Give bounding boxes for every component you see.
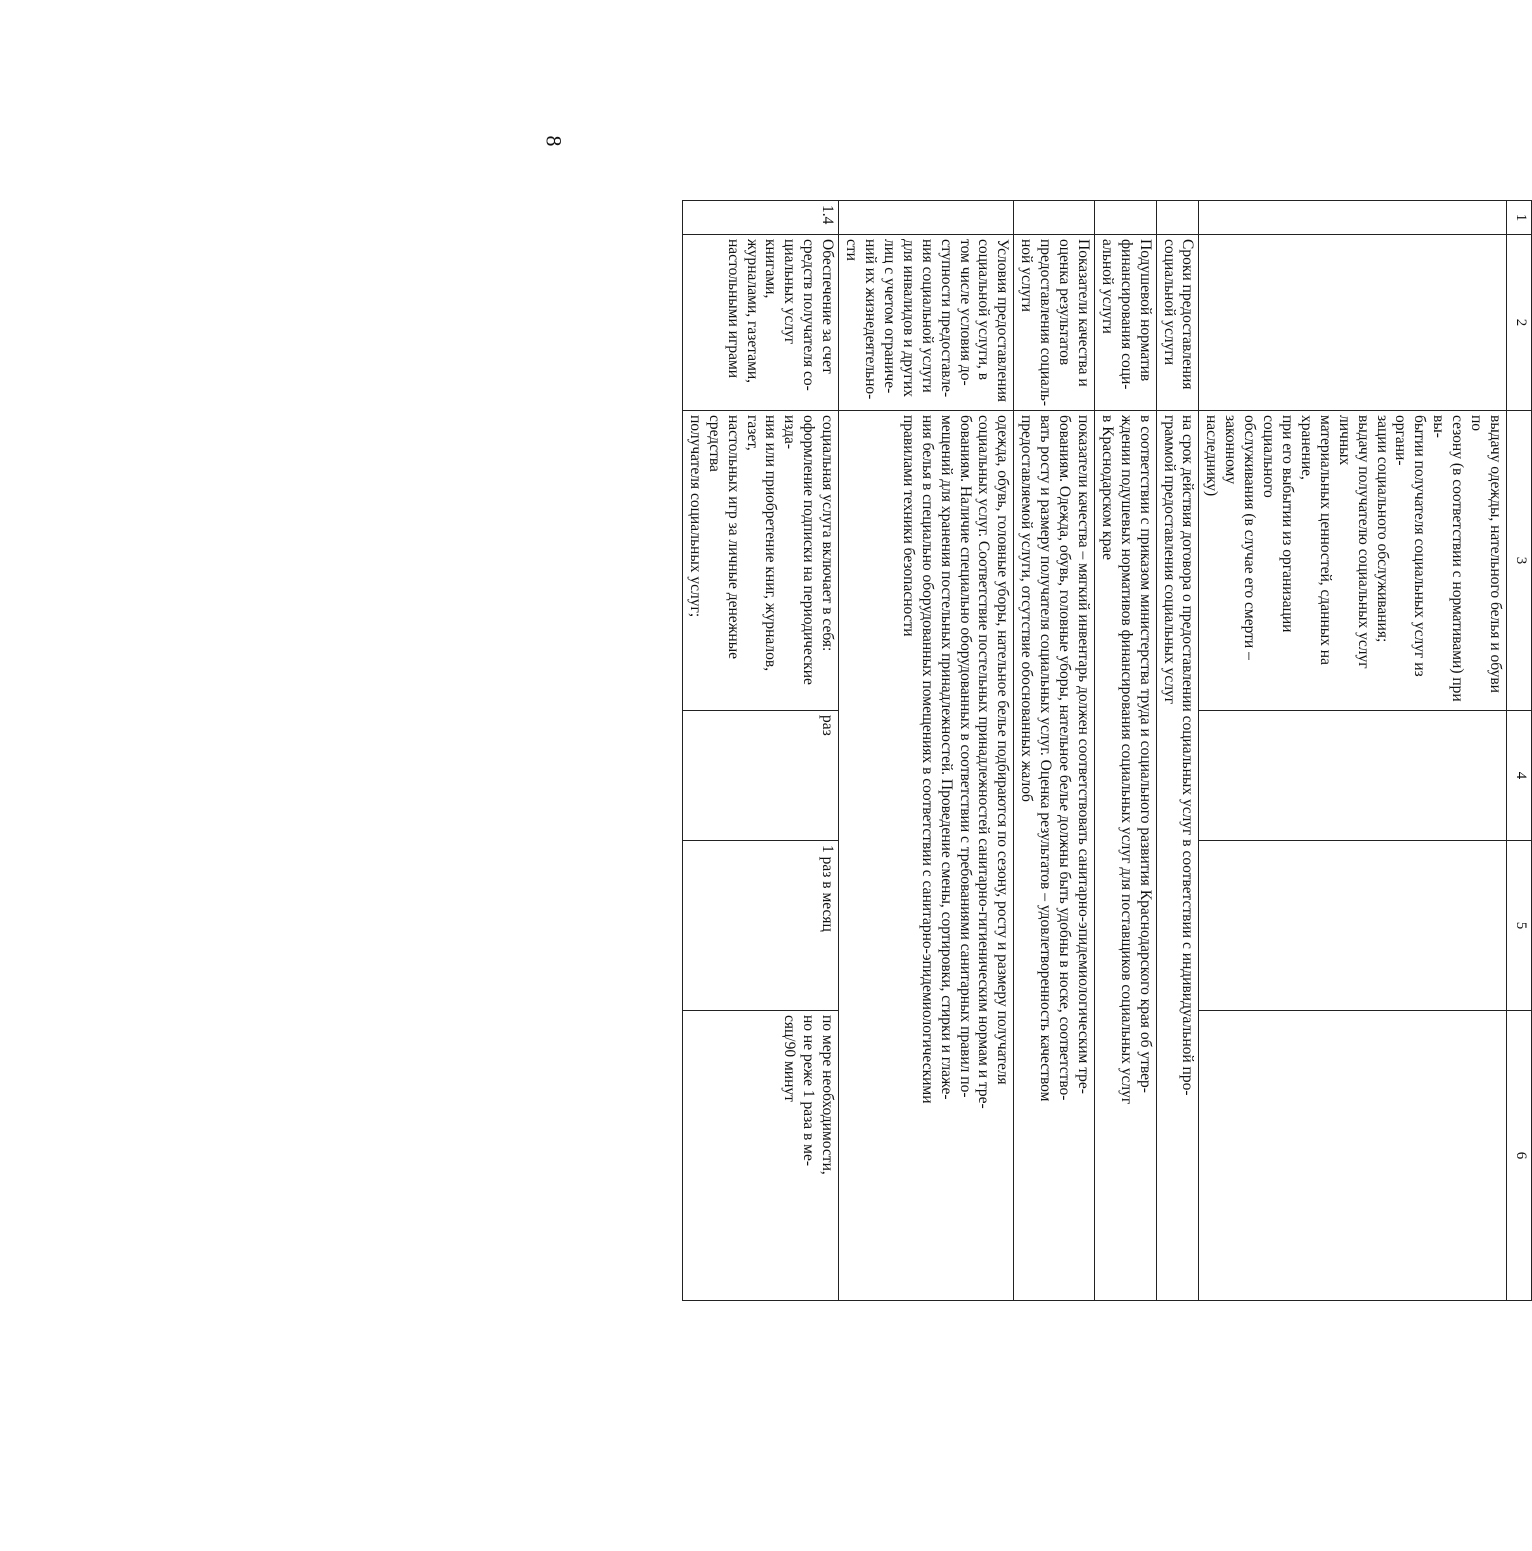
header-col-4: 4 (1507, 711, 1532, 841)
header-col-1: 1 (1507, 201, 1532, 235)
table-row-norm (1094, 201, 1156, 1301)
header-col-3: 3 (1507, 411, 1532, 711)
cell-num-empty (839, 201, 1014, 235)
item-description: социальная услуга включает в себя: оформление подписки на периодические изда- ния или приобретение книг, журналов, газет, настольных игр за личные денежные средства получателя социальных услуг; (682, 411, 838, 711)
cell-num-empty (1199, 201, 1507, 235)
terms-label: Сроки предоставления социальной услуги (1156, 235, 1199, 411)
cell-col5-empty (1199, 841, 1507, 1011)
norm-label: Подушевой норматив финансирования соци- альной услуги (1094, 235, 1156, 411)
page-number: 8 (541, 135, 567, 147)
cell-col4-empty (1199, 711, 1507, 841)
header-col-5: 5 (1507, 841, 1532, 1011)
item-label: Обеспечение за счет средств получателя со- циальных услуг книгами, журналами, газетами, настольными играми (682, 235, 838, 411)
services-table (682, 200, 1532, 1301)
header-col-2: 2 (1507, 235, 1532, 411)
table-row-quality (1014, 201, 1095, 1301)
quality-label: Показатели качества и оценка результатов предоставления социаль- ной услуги (1014, 235, 1095, 411)
conditions-label: Условия предоставления социальной услуги, в том числе условия до- ступности предоставле- ния социальной услуги для инвалидов и других лиц с учетом ограниче- ний их жизнедеятельно- сти (839, 235, 1014, 411)
quality-text: показатели качества – мягкий инвентарь должен соответствовать санитарно-эпидемиологическим тре- бованиям. Одежда, обувь, головные уборы, нательное белье должны быть удобны в носке, соответство- вать росту и размеру получателя социальных услуг. Оценка результатов – удовлетворенность качеством предоставляемой услуги, отсутствие обоснованных жалоб (1014, 411, 1095, 1301)
cell-num-empty (1156, 201, 1199, 235)
table-header-row (1507, 201, 1532, 1301)
continuation-description: выдачу одежды, нательного белья и обуви по сезону (в соответствии с нормативами) при вы- бытии получателя социальных услуг из органи- зации социального обслуживания; выдачу получателю социальных услуг личных материальных ценностей, сданных на хранение, при его выбытии из организации социального обслуживания (в случае его смерти – законному наследнику) (1199, 411, 1507, 711)
cell-col6-empty (1199, 1011, 1507, 1301)
item-duration: по мере необходимости, но не реже 1 раза в ме- сяц/90 минут (682, 1011, 838, 1301)
norm-text: в соответствии с приказом министерства труда и социального развития Краснодарского края об утвер- ждении подушевых нормативов финансирования социальных услуг для поставщиков социальных услуг в Краснодарском крае (1094, 411, 1156, 1301)
table-row-item-1-4 (682, 201, 838, 1301)
header-col-6: 6 (1507, 1011, 1532, 1301)
cell-label-empty (1199, 235, 1507, 411)
item-unit: раз (682, 711, 838, 841)
table-row-terms (1156, 201, 1199, 1301)
item-frequency: 1 раз в месяц (682, 841, 838, 1011)
rotated-table-container (686, 200, 1532, 1300)
item-number: 1.4 (682, 201, 838, 235)
cell-num-empty (1014, 201, 1095, 235)
conditions-text: одежда, обувь, головные уборы, нательное белье подбираются по сезону, росту и размеру получателя социальных услуг. Соответствие постельных принадлежностей санитарно-гигиеническим нормам и тре- бованиям. Наличие специально оборудованных в соответствии с требованиями санитарных правил по- мещений для хранения постельных принадлежностей. Проведение смены, сортировки, стирки и глаже- ния белья в специально оборудованных помещениях в соответствии с санитарно-эпидемиологическими правилами техники безопасности (839, 411, 1014, 1301)
table-row-conditions (839, 201, 1014, 1301)
terms-text: на срок действия договора о предоставлении социальных услуг в соответствии с индивидуальной про- граммой предоставления социальных услуг (1156, 411, 1199, 1301)
table-row-continuation (1199, 201, 1507, 1301)
cell-num-empty (1094, 201, 1156, 235)
